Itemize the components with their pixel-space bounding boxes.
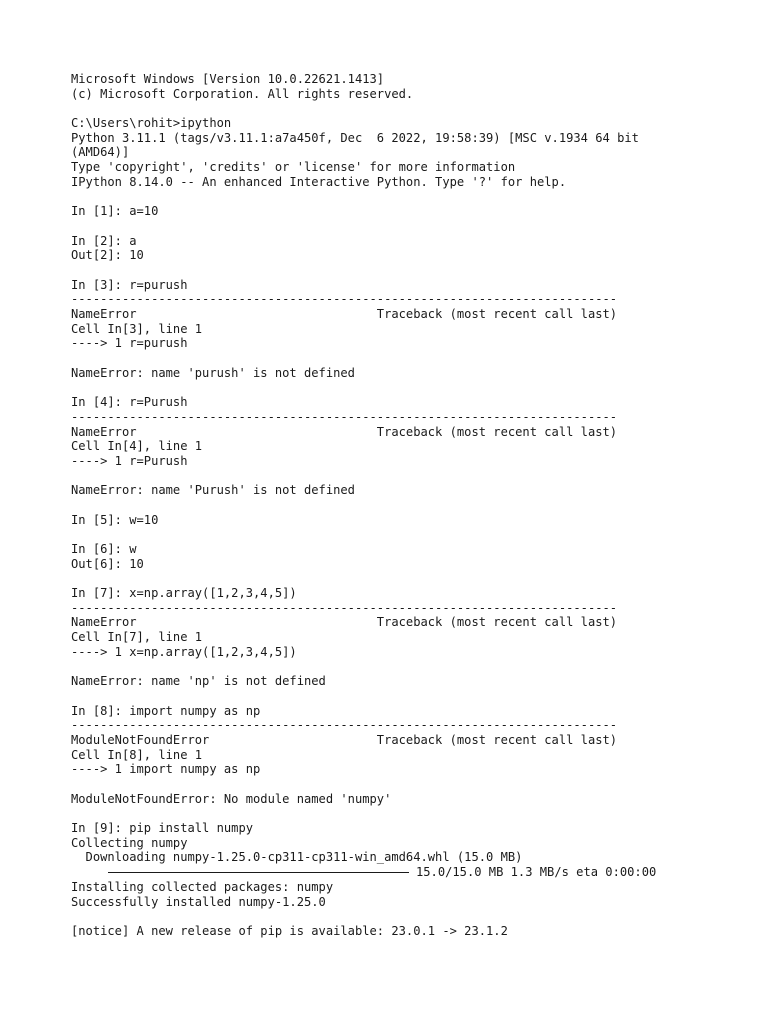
terminal-line: NameError Traceback (most recent call last)	[71, 424, 618, 439]
terminal-line: Installing collected packages: numpy	[71, 879, 334, 894]
terminal-line	[71, 351, 751, 366]
terminal-line: (AMD64)]	[71, 145, 130, 160]
terminal-line: IPython 8.14.0 -- An enhanced Interactive Python. Type '?' for help.	[71, 174, 567, 189]
terminal-line: Out[2]: 10	[71, 248, 144, 263]
terminal-line: C:\Users\rohit>ipython	[71, 116, 232, 131]
output-lines-after	[71, 880, 751, 939]
download-progress	[71, 865, 751, 880]
terminal-line	[71, 101, 751, 116]
terminal-line: Cell In[4], line 1	[71, 439, 203, 454]
terminal-line: ---------------------------------------------------------------------------	[71, 718, 618, 733]
terminal-line: ---------------------------------------------------------------------------	[71, 600, 618, 615]
terminal-line: NameError Traceback (most recent call last)	[71, 615, 618, 630]
terminal-line: Out[6]: 10	[71, 556, 144, 571]
output-lines	[71, 72, 751, 865]
terminal-line: ----> 1 r=Purush	[71, 453, 188, 468]
terminal-line	[71, 777, 751, 792]
terminal-line	[71, 571, 751, 586]
terminal-line: Cell In[8], line 1	[71, 747, 203, 762]
terminal-line	[71, 806, 751, 821]
terminal-line	[71, 219, 751, 234]
terminal-line: In [3]: r=purush	[71, 277, 188, 292]
terminal-line: Type 'copyright', 'credits' or 'license' for more information	[71, 160, 516, 175]
terminal-line: ----> 1 import numpy as np	[71, 762, 261, 777]
terminal-line	[71, 689, 751, 704]
terminal-line: Collecting numpy	[71, 835, 188, 850]
terminal-line: In [1]: a=10	[71, 204, 159, 219]
terminal-line: Cell In[7], line 1	[71, 630, 203, 645]
terminal-line	[71, 469, 751, 484]
terminal-line: Cell In[3], line 1	[71, 321, 203, 336]
terminal-line	[71, 660, 751, 675]
terminal-line: NameError: name 'purush' is not defined	[71, 365, 355, 380]
terminal-line	[71, 380, 751, 395]
terminal-line: (c) Microsoft Corporation. All rights reserved.	[71, 86, 414, 101]
terminal-line: NameError: name 'Purush' is not defined	[71, 483, 355, 498]
terminal-line: In [9]: pip install numpy	[71, 821, 254, 836]
terminal-line: ModuleNotFoundError: No module named 'numpy'	[71, 791, 392, 806]
terminal-line: ----> 1 x=np.array([1,2,3,4,5])	[71, 644, 297, 659]
terminal-line: Python 3.11.1 (tags/v3.11.1:a7a450f, Dec 6 2022, 19:58:39) [MSC v.1934 64 bit	[71, 130, 639, 145]
terminal-line: ---------------------------------------------------------------------------	[71, 292, 618, 307]
terminal-line: In [5]: w=10	[71, 512, 159, 527]
terminal-line: NameError: name 'np' is not defined	[71, 674, 326, 689]
terminal-line: Downloading numpy-1.25.0-cp311-cp311-win_amd64.whl (15.0 MB)	[71, 850, 523, 865]
progress-stats: 15.0/15.0 MB 1.3 MB/s eta 0:00:00	[416, 865, 657, 880]
terminal-line	[71, 263, 751, 278]
terminal-line: ---------------------------------------------------------------------------	[71, 409, 618, 424]
terminal-line: Successfully installed numpy-1.25.0	[71, 894, 326, 909]
terminal-output[interactable]	[71, 72, 751, 939]
terminal-line: [notice] A new release of pip is available: 23.0.1 -> 23.1.2	[71, 923, 508, 938]
terminal-line: In [4]: r=Purush	[71, 395, 188, 410]
terminal-line: ----> 1 r=purush	[71, 336, 188, 351]
terminal-line: NameError Traceback (most recent call last)	[71, 307, 618, 321]
terminal-line: ModuleNotFoundError Traceback (most recent call last)	[71, 732, 618, 747]
progress-bar	[108, 872, 409, 873]
terminal-line	[71, 909, 751, 924]
terminal-line: In [6]: w	[71, 542, 137, 556]
terminal-line	[71, 527, 751, 542]
terminal-line: In [2]: a	[71, 233, 137, 248]
terminal-line: In [7]: x=np.array([1,2,3,4,5])	[71, 586, 297, 601]
terminal-line	[71, 498, 751, 513]
terminal-line	[71, 190, 751, 205]
terminal-line: Microsoft Windows [Version 10.0.22621.1413]	[71, 72, 385, 86]
terminal-line: In [8]: import numpy as np	[71, 703, 261, 718]
